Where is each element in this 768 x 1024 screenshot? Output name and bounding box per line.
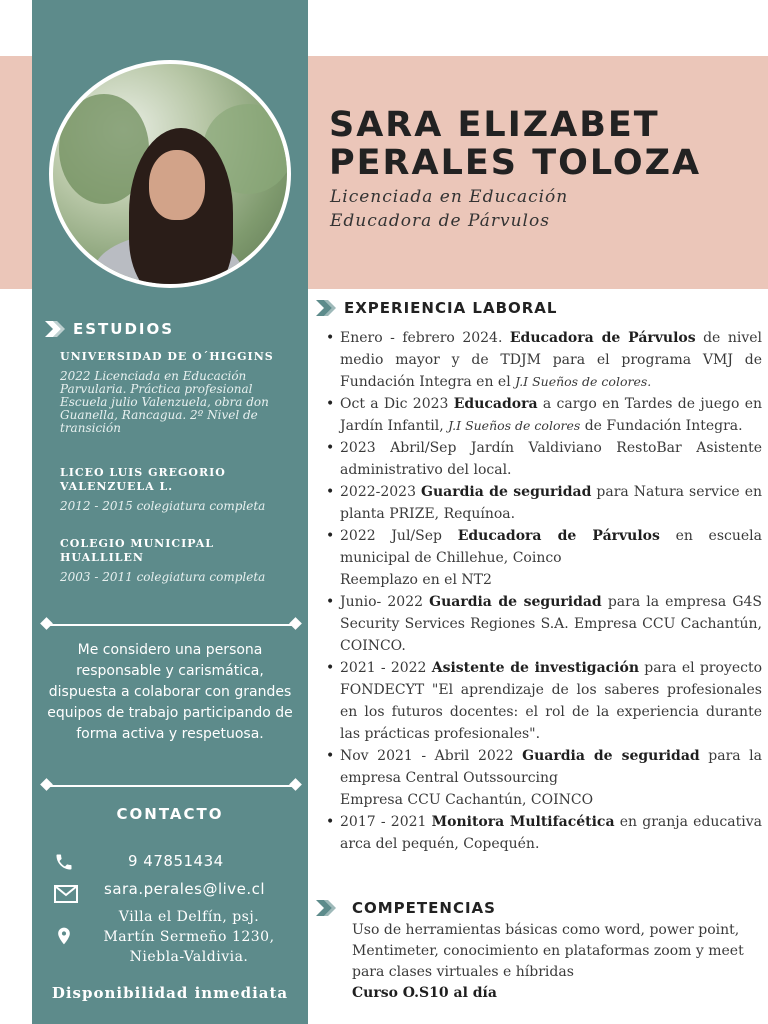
experience-bold: Educadora de Párvulos bbox=[457, 528, 660, 544]
experience-pre: Nov 2021 - Abril 2022 bbox=[340, 748, 523, 764]
experience-bold: Guardia de seguridad bbox=[522, 748, 700, 764]
address-line: Villa el Delfín, psj. bbox=[118, 909, 260, 925]
name-line: SARA ELIZABET bbox=[329, 105, 660, 145]
experiencia-heading bbox=[316, 299, 557, 317]
experience-post: de nivel medio mayor y de TDJM para el programa VMJ de Fundación Integra en el bbox=[340, 330, 762, 390]
experience-pre: 2021 - 2022 bbox=[340, 660, 432, 676]
experiencia-title: EXPERIENCIA LABORAL bbox=[344, 299, 558, 317]
experience-item bbox=[322, 811, 762, 855]
experience-italic: J.I Sueños de colores. bbox=[515, 374, 652, 389]
education-item bbox=[60, 350, 300, 435]
competencias-title: COMPETENCIAS bbox=[352, 899, 496, 917]
experience-extra: Empresa CCU Cachantún, COINCO bbox=[340, 792, 594, 808]
competencias-bold: Curso O.S10 al día bbox=[352, 985, 497, 1001]
education-school: LICEO LUIS GREGORIO VALENZUELA L. bbox=[60, 466, 226, 493]
experience-bold: Educadora bbox=[453, 396, 538, 412]
contact-title: CONTACTO bbox=[116, 805, 224, 823]
estudios-title: ESTUDIOS bbox=[73, 320, 175, 338]
experience-post: para la empresa Central Outssourcing bbox=[340, 748, 762, 786]
experience-post: a cargo en Tardes de juego en Jardín Infantil, bbox=[340, 396, 763, 434]
profile-summary: Me considero una persona responsable y carismática, dispuesta a colaborar con grandes equipos de trabajo participando de forma activa y respetuosa. bbox=[47, 642, 293, 742]
job-title bbox=[330, 185, 568, 233]
subtitle-line: Licenciada en Educación bbox=[330, 187, 569, 207]
profile-photo bbox=[49, 60, 291, 288]
education-item bbox=[60, 466, 300, 513]
phone-icon bbox=[54, 852, 74, 872]
sidebar bbox=[32, 0, 308, 1024]
experience-post: en granja educativa arca del pequén, Copequén. bbox=[340, 814, 762, 852]
experience-pre: 2022 Jul/Sep bbox=[340, 528, 458, 544]
experience-item bbox=[322, 437, 762, 481]
experience-tail: de Fundación Integra. bbox=[580, 418, 743, 434]
divider bbox=[46, 785, 296, 787]
envelope-icon bbox=[54, 884, 78, 904]
availability: Disponibilidad inmediata bbox=[51, 984, 289, 1002]
experience-item bbox=[322, 393, 762, 437]
person-name bbox=[329, 106, 701, 182]
experience-item bbox=[322, 591, 762, 657]
address bbox=[94, 907, 284, 967]
experience-pre: 2023 Abril/Sep Jardín Valdiviano RestoBar Asistente administrativo del local. bbox=[340, 440, 762, 478]
education-detail: 2022 Licenciada en Educación Parvularia. Práctica profesional Escuela julio Valenzuela, obra don Guanella, Rancagua. 2º Nivel de transición bbox=[60, 369, 269, 435]
experience-bold: Guardia de seguridad bbox=[421, 484, 592, 500]
experience-item bbox=[322, 525, 762, 591]
experience-bold: Educadora de Párvulos bbox=[509, 330, 696, 346]
experience-post: en escuela municipal de Chillehue, Coinco bbox=[340, 528, 762, 566]
competencias-heading bbox=[316, 899, 496, 917]
competencias-text: Uso de herramientas básicas como word, power point, Mentimeter, conocimiento en plataformas zoom y meet para clases virtuales e híbridas bbox=[352, 922, 744, 980]
name-line: PERALES TOLOZA bbox=[329, 143, 702, 183]
map-pin-icon bbox=[54, 926, 74, 946]
experience-italic: J.I Sueños de colores bbox=[448, 418, 581, 433]
chevron-right-icon bbox=[316, 900, 338, 916]
subtitle-line: Educadora de Párvulos bbox=[330, 211, 550, 231]
experience-item bbox=[322, 657, 762, 745]
education-detail: 2012 - 2015 colegiatura completa bbox=[60, 499, 266, 513]
experience-bold: Guardia de seguridad bbox=[429, 594, 602, 610]
address-line: Martín Sermeño 1230, bbox=[103, 929, 275, 945]
address-line: Niebla-Valdivia. bbox=[129, 949, 249, 965]
experience-item bbox=[322, 481, 762, 525]
estudios-heading bbox=[45, 320, 174, 338]
experience-pre: Junio- 2022 bbox=[340, 594, 430, 610]
divider bbox=[46, 624, 296, 626]
experience-pre: 2022-2023 bbox=[340, 484, 421, 500]
chevron-right-icon bbox=[45, 321, 67, 337]
competencias-body bbox=[352, 920, 752, 1004]
experience-pre: 2017 - 2021 bbox=[340, 814, 432, 830]
experience-bold: Asistente de investigación bbox=[431, 660, 640, 676]
education-item bbox=[60, 537, 300, 584]
experience-pre: Oct a Dic 2023 bbox=[340, 396, 454, 412]
experience-pre: Enero - febrero 2024. bbox=[340, 330, 510, 346]
experience-post: para la empresa G4S Security Services Regiones S.A. Empresa CCU Cachantún, COINCO. bbox=[340, 594, 762, 654]
experience-bold: Monitora Multifacética bbox=[431, 814, 615, 830]
education-school: UNIVERSIDAD DE O´HIGGINS bbox=[60, 350, 274, 363]
experience-item bbox=[322, 327, 762, 393]
experience-extra: Reemplazo en el NT2 bbox=[340, 572, 492, 588]
chevron-right-icon bbox=[316, 300, 338, 316]
experience-item bbox=[322, 745, 762, 811]
experience-post: para Natura service en planta PRIZE, Requínoa. bbox=[340, 484, 762, 522]
email-link[interactable]: sara.perales@live.cl bbox=[104, 880, 266, 898]
education-school: COLEGIO MUNICIPAL HUALLILEN bbox=[60, 537, 215, 564]
experience-list bbox=[322, 327, 762, 855]
education-detail: 2003 - 2011 colegiatura completa bbox=[60, 570, 266, 584]
phone-number[interactable]: 9 47851434 bbox=[128, 852, 224, 870]
experience-post: para el proyecto FONDECYT "El aprendizaje de los saberes profesionales en los futuros docentes: el rol de la experiencia durante las prácticas profesionales". bbox=[340, 660, 762, 742]
